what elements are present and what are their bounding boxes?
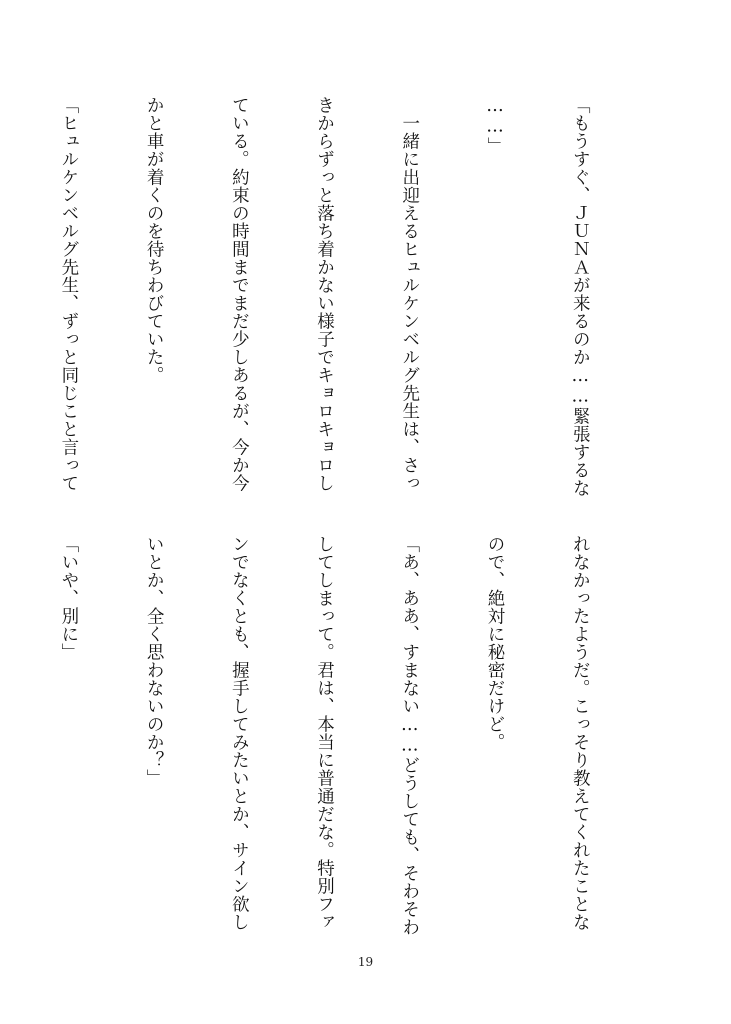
text-line: れなかったようだ。こっそり教えてくれたことな <box>570 535 591 931</box>
text-line: 「いや、別に」 <box>58 535 79 661</box>
text-line: ンでなくとも、握手してみたいとか、サイン欲し <box>229 535 250 931</box>
text-line: かと車が着くのを待ちわびていた。 <box>144 96 165 384</box>
text-line: 「もうすぐ、ＪＵＮＡが来るのか……緊張するな <box>570 96 591 497</box>
text-line: ……」 <box>484 96 505 155</box>
bottom-text-block <box>58 535 651 936</box>
text-line: ている。約束の時間までまだ少しあるが、今か今 <box>229 96 250 492</box>
text-line: 一緒に出迎えるヒュルケンベルグ先生は、さっ <box>399 96 420 492</box>
text-line: 「ヒュルケンベルグ先生、ずっと同じこと言って <box>58 96 79 492</box>
text-line: ので、絶対に秘密だけど。 <box>484 535 505 751</box>
top-text-block <box>58 96 651 497</box>
text-line: いとか、全く思わないのか？」 <box>144 535 165 787</box>
page-number: 19 <box>357 955 374 969</box>
text-line: してしまって。君は、本当に普通だな。特別ファ <box>314 535 335 931</box>
text-line: きからずっと落ち着かない様子でキョロキョロし <box>314 96 335 492</box>
text-line: 「あ、ああ、すまない……どうしても、そわそわ <box>399 535 420 936</box>
